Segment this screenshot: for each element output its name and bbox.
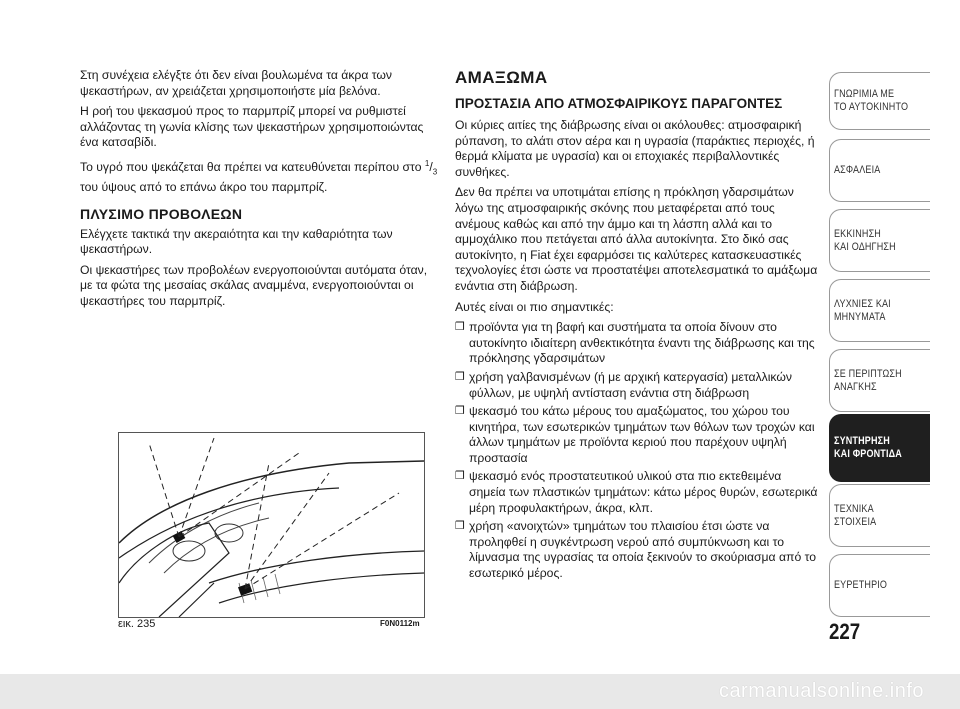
paragraph: Ελέγχετε τακτικά την ακεραιότητα και την καθαριότητα των ψεκαστήρων. bbox=[80, 226, 393, 257]
paragraph: Η ροή του ψεκασμού προς το παρμπρίζ μπορεί να ρυθμιστεί αλλάζοντας τη γωνία κλίσης των ψεκαστήρων χρησιμοποιώντας ένα κατσαβίδι. bbox=[80, 104, 424, 150]
tab-label: ΤΕΧΝΙΚΑ ΣΤΟΙΧΕΙΑ bbox=[834, 502, 877, 528]
watermark-bar bbox=[0, 674, 960, 709]
tab-emergency[interactable] bbox=[829, 349, 930, 412]
section-heading: ΠΛΥΣΙΜΟ ΠΡΟΒΟΛΕΩΝ bbox=[80, 205, 243, 222]
tab-safety[interactable] bbox=[829, 139, 930, 202]
list-item-text: προϊόντα για τη βαφή και συστήματα τα οποία δίνουν στο αυτοκίνητο ιδιαίτερη ανθεκτικότητα έναντι της διάβρωσης και της πρόκλησης γδαρσιμάτων bbox=[469, 320, 815, 366]
paragraph: Αυτές είναι οι πιο σημαντικές: bbox=[455, 299, 614, 314]
headlamp-washer-illustration bbox=[118, 432, 425, 618]
figure-caption: εικ. 235 bbox=[118, 618, 156, 630]
tab-label: ΕΥΡΕΤΗΡΙΟ bbox=[834, 579, 888, 591]
tab-label: ΛΥΧΝΙΕΣ ΚΑΙ ΜΗΝΥΜΑΤΑ bbox=[834, 297, 891, 323]
tab-label: ΑΣΦΑΛΕΙΑ bbox=[834, 164, 881, 176]
tab-getting-to-know[interactable] bbox=[829, 72, 930, 130]
list-item bbox=[455, 370, 818, 401]
checkbox-bullet-icon: ❒ bbox=[455, 405, 465, 418]
right-column bbox=[455, 68, 818, 585]
paragraph: Στη συνέχεια ελέγξτε ότι δεν είναι βουλωμένα τα άκρα των ψεκαστήρων, αν χρειάζεται χρησιμοποιήστε μία βελόνα. bbox=[80, 68, 393, 98]
paragraph: Δεν θα πρέπει να υποτιμάται επίσης η πρόκληση γδαρσιμάτων λόγω της ατμοσφαιρικής σκόνης που μεταφέρεται από τους ανέμους καθώς και από την άμμο και τη λάσπη αλλά και το αμμοχάλικο που πετάγεται από άλλα αυτοκίνητα. Στο δικό σας αυτοκίνητο, η Fiat έχει εφαρμόσει τις καλύτερες κατασκευαστικές τεχνολογίες έτσι ώστε να προστατέψει αποτελεσματικά το αμάξωμα ενάντια στη διάβρωση. bbox=[455, 185, 818, 293]
chapter-tabs bbox=[829, 72, 932, 617]
list-item bbox=[455, 404, 818, 466]
figure-code: F0N0112m bbox=[380, 619, 420, 628]
paragraph: Οι κύριες αιτίες της διάβρωσης είναι οι ακόλουθες: ατμοσφαιρική ρύπανση, το αλάτι στον αέρα και η υγρασία (παράκτιες περιοχές, ή θερμά κλίματα με υγρασία) και οι εποχιακές περιβαλλοντικές συνθήκες. bbox=[455, 118, 815, 179]
checkbox-bullet-icon: ❒ bbox=[455, 321, 465, 334]
section-subtitle: ΠΡΟΣΤΑΣΙΑ ΑΠΟ ΑΤΜΟΣΦΑΙΡΙΚΟΥΣ ΠΑΡΑΓΟΝΤΕΣ bbox=[455, 96, 783, 111]
tab-label: ΣΕ ΠΕΡΙΠΤΩΣΗ ΑΝΑΓΚΗΣ bbox=[834, 367, 902, 393]
text: Το υγρό που ψεκάζεται θα πρέπει να κατευθύνεται περίπου στο bbox=[80, 160, 425, 175]
paragraph: Το υγρό που ψεκάζεται θα πρέπει να κατευθύνεται περίπου στο $^1/_3$ του ύψους από το επάνω άκρο του παρμπρίζ. bbox=[80, 158, 438, 195]
list-item-text: χρήση «ανοιχτών» τμημάτων του πλαισίου έτσι ώστε να προληφθεί η συγκέντρωση νερού από συμπύκνωση και το λίμνασμα της υγρασίας τα οποία ξεκινούν το σκούριασμα από το εσωτερικό μέρος. bbox=[469, 519, 817, 581]
fraction-denominator: 3 bbox=[432, 167, 438, 177]
tab-label: ΕΚΚΙΝΗΣΗ ΚΑΙ ΟΔΗΓΗΣΗ bbox=[834, 227, 896, 253]
tab-starting-driving[interactable] bbox=[829, 209, 930, 272]
section-title: ΑΜΑΞΩΜΑ bbox=[455, 68, 548, 87]
list-item bbox=[455, 469, 818, 516]
list-item bbox=[455, 320, 818, 367]
fraction-numerator: 1 bbox=[424, 158, 430, 168]
text: του ύψους από το επάνω άκρο του παρμπρίζ. bbox=[80, 180, 328, 195]
checkbox-bullet-icon: ❒ bbox=[455, 370, 465, 383]
left-column bbox=[80, 68, 442, 315]
tab-maintenance[interactable] bbox=[829, 414, 930, 482]
car-front-drawing bbox=[119, 433, 424, 617]
paragraph: Οι ψεκαστήρες των προβολέων ενεργοποιούνται αυτόματα όταν, με τα φώτα της μεσαίας σκάλας αναμμένα, ενεργοποιούνται οι ψεκαστήρες του παρμπρίζ. bbox=[80, 262, 428, 309]
list-item-text: ψεκασμό του κάτω μέρους του αμαξώματος, του χώρου του κινητήρα, των εσωτερικών τμημάτων των θόλων των τροχών και άλλων τμημάτων με προϊόντα κεριού που παρέχουν υψηλή προστασία bbox=[469, 404, 815, 465]
tab-label: ΓΝΩΡΙΜΙΑ ΜΕ ΤΟ ΑΥΤΟΚΙΝΗΤΟ bbox=[834, 88, 909, 113]
watermark-text: carmanualsonline.info bbox=[718, 680, 924, 702]
checkbox-bullet-icon: ❒ bbox=[455, 520, 465, 533]
page-number: 227 bbox=[829, 619, 861, 644]
tab-technical-data[interactable] bbox=[829, 484, 930, 547]
list-item bbox=[455, 519, 818, 581]
list-item-text: ψεκασμό ενός προστατευτικού υλικού στα πιο εκτεθειμένα σημεία των πλαστικών τμημάτων: κάτω μέρος θυρών, εσωτερικά μέρη προφυλακτήρων, άκρα, κλπ. bbox=[469, 469, 818, 515]
tab-index[interactable] bbox=[829, 554, 930, 617]
checkbox-bullet-icon: ❒ bbox=[455, 470, 465, 483]
tab-label: ΣΥΝΤΗΡΗΣΗ ΚΑΙ ΦΡΟΝΤΙΔΑ bbox=[834, 435, 902, 460]
list-item-text: χρήση γαλβανισμένων (ή με αρχική κατεργασία) μεταλλικών φύλλων, με υψηλή αντίσταση ενάντια στη διάβρωση bbox=[469, 369, 792, 400]
tab-lights-messages[interactable] bbox=[829, 279, 930, 342]
